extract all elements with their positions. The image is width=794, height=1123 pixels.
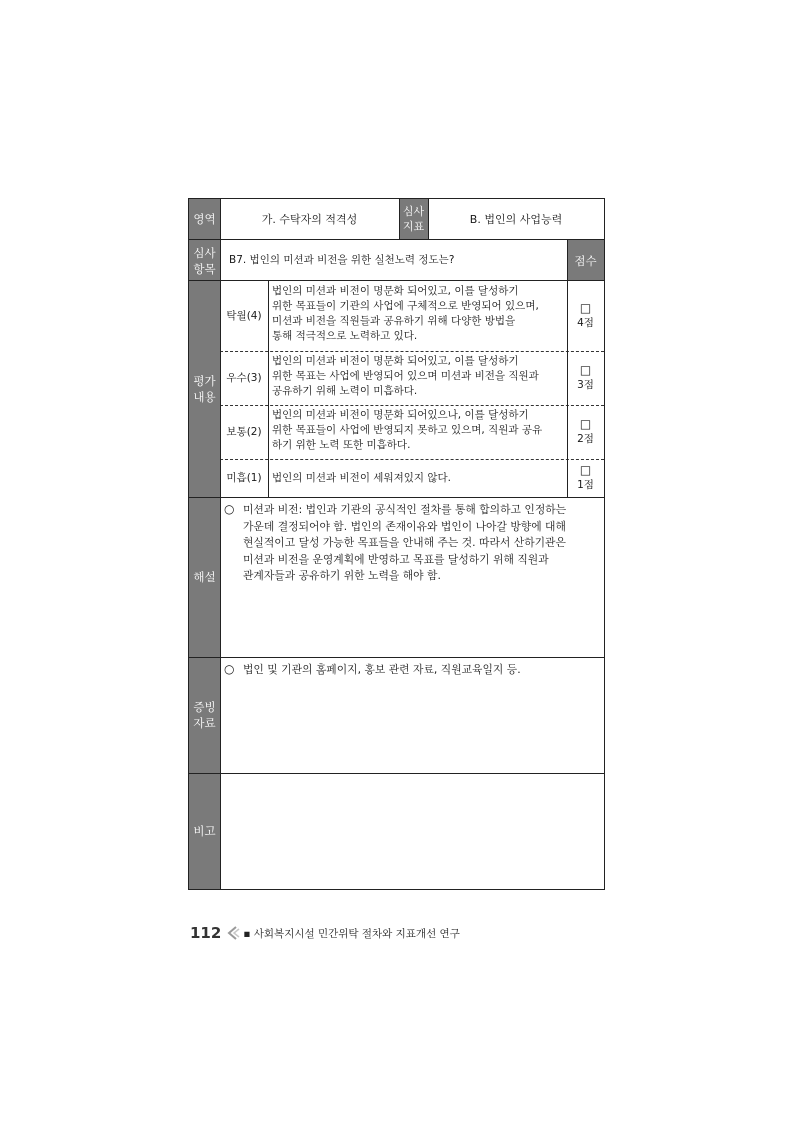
criteria-line: 법인의 미션과 비전이 세워져있지 않다. (272, 471, 451, 484)
criteria-average (268, 405, 567, 459)
score-poor (567, 459, 604, 497)
item-label-text: 심사 항목 (193, 245, 216, 276)
checkbox-icon[interactable]: □ (579, 463, 592, 477)
review-indicator-label-text: 심사 지표 (402, 205, 425, 233)
circle-bullet-icon: ○ (224, 502, 235, 516)
divider (220, 351, 604, 352)
remarks-label (189, 773, 220, 889)
score-header (567, 240, 604, 281)
evidence-label (189, 657, 220, 773)
divider (268, 281, 269, 497)
review-indicator-label (399, 199, 428, 239)
criteria-poor (268, 459, 567, 497)
explanation-line: 가운데 결정되어야 함. 법인의 존재이유와 법인이 나아갈 방향에 대해 (243, 519, 566, 533)
points-text: 3점 (577, 379, 594, 391)
points-text: 2점 (577, 433, 594, 445)
score-good (567, 351, 604, 405)
criteria-line: 통해 적극적으로 노력하고 있다. (272, 330, 418, 342)
criteria-line: 위한 목표는 사업에 반영되어 있으며 미션과 비전을 직원과 (272, 370, 539, 382)
remarks-label-text: 비고 (193, 824, 216, 838)
area-label-text: 영역 (193, 212, 216, 226)
criteria-excellent (268, 281, 567, 351)
criteria-line: 하기 위한 노력 또한 미흡하다. (272, 439, 411, 451)
evaluation-table (188, 198, 605, 890)
criteria-line: 공유하기 위해 노력이 미흡하다. (272, 385, 418, 397)
criteria-line: 법인의 미션과 비전이 명문화 되어있고, 이를 달성하기 (272, 355, 519, 367)
points-text: 1점 (577, 479, 594, 491)
points-text: 4점 (577, 317, 594, 329)
checkbox-icon[interactable]: □ (579, 417, 592, 431)
explanation-body (220, 497, 604, 657)
divider (220, 199, 221, 889)
grade-poor (220, 459, 268, 497)
review-indicator-value (428, 199, 604, 239)
page-footer (190, 924, 460, 942)
grade-text: 보통(2) (226, 425, 262, 438)
criteria-good (268, 351, 567, 405)
item-label (189, 240, 220, 281)
score-excellent (567, 281, 604, 351)
explanation-line: 미션과 비전: 법인과 기관의 공식적인 절차를 통해 합의하고 인정하는 (243, 503, 567, 516)
evaluation-label (189, 281, 220, 497)
explanation-line: 관계자들과 공유하기 위한 노력을 해야 함. (243, 569, 441, 582)
explanation-label-text: 해설 (193, 570, 216, 584)
grade-text: 탁월(4) (226, 309, 262, 322)
grade-average (220, 405, 268, 459)
criteria-line: 위한 목표들이 기관의 사업에 구체적으로 반영되어 있으며, (272, 300, 539, 312)
grade-text: 미흡(1) (226, 471, 262, 484)
divider (399, 199, 400, 239)
grade-good (220, 351, 268, 405)
divider (189, 280, 604, 281)
divider (428, 199, 429, 239)
divider (189, 497, 604, 498)
evidence-label-text: 증빙 자료 (193, 700, 216, 730)
explanation-line: 현실적이고 달성 가능한 목표들을 안내해 주는 것. 따라서 산하기관은 (243, 536, 566, 549)
divider (567, 240, 568, 497)
area-value-text: 가. 수탁자의 적격성 (261, 212, 358, 226)
score-header-text: 점수 (574, 253, 597, 268)
item-question (220, 240, 567, 281)
grade-excellent (220, 281, 268, 351)
item-question-text: B7. 법인의 미션과 비전을 위한 실천노력 정도는? (229, 254, 455, 266)
criteria-line: 미션과 비전을 직원들과 공유하기 위해 다양한 방법을 (272, 315, 516, 327)
checkbox-icon[interactable]: □ (579, 301, 592, 315)
explanation-line: 미션과 비전을 운영계획에 반영하고 목표를 달성하기 위해 직원과 (243, 552, 549, 566)
remarks-body[interactable] (220, 773, 604, 889)
page-number: 112 (190, 924, 222, 942)
evidence-body (220, 657, 604, 773)
document-title: ▪ 사회복지시설 민간위탁 절차와 지표개선 연구 (243, 927, 460, 940)
divider (189, 773, 604, 774)
evaluation-label-text: 평가 내용 (193, 374, 216, 404)
criteria-line: 위한 목표들이 사업에 반영되지 못하고 있으며, 직원과 공유 (272, 424, 543, 436)
review-indicator-value-text: B. 법인의 사업능력 (469, 212, 563, 226)
divider (220, 459, 604, 460)
area-value (220, 199, 399, 239)
divider (189, 657, 604, 658)
circle-bullet-icon: ○ (224, 662, 235, 676)
criteria-line: 법인의 미션과 비전이 명문화 되어있고, 이를 달성하기 (272, 285, 519, 297)
chevron-left-icon (225, 925, 241, 941)
area-label (189, 199, 220, 239)
criteria-line: 법인의 미션과 비전이 명문화 되어있으나, 이를 달성하기 (272, 409, 529, 421)
score-average (567, 405, 604, 459)
explanation-label (189, 497, 220, 657)
evidence-text: 법인 및 기관의 홈페이지, 홍보 관련 자료, 직원교육일지 등. (243, 663, 521, 676)
divider (220, 405, 604, 406)
grade-text: 우수(3) (226, 371, 262, 384)
divider (189, 239, 604, 240)
checkbox-icon[interactable]: □ (579, 363, 592, 377)
